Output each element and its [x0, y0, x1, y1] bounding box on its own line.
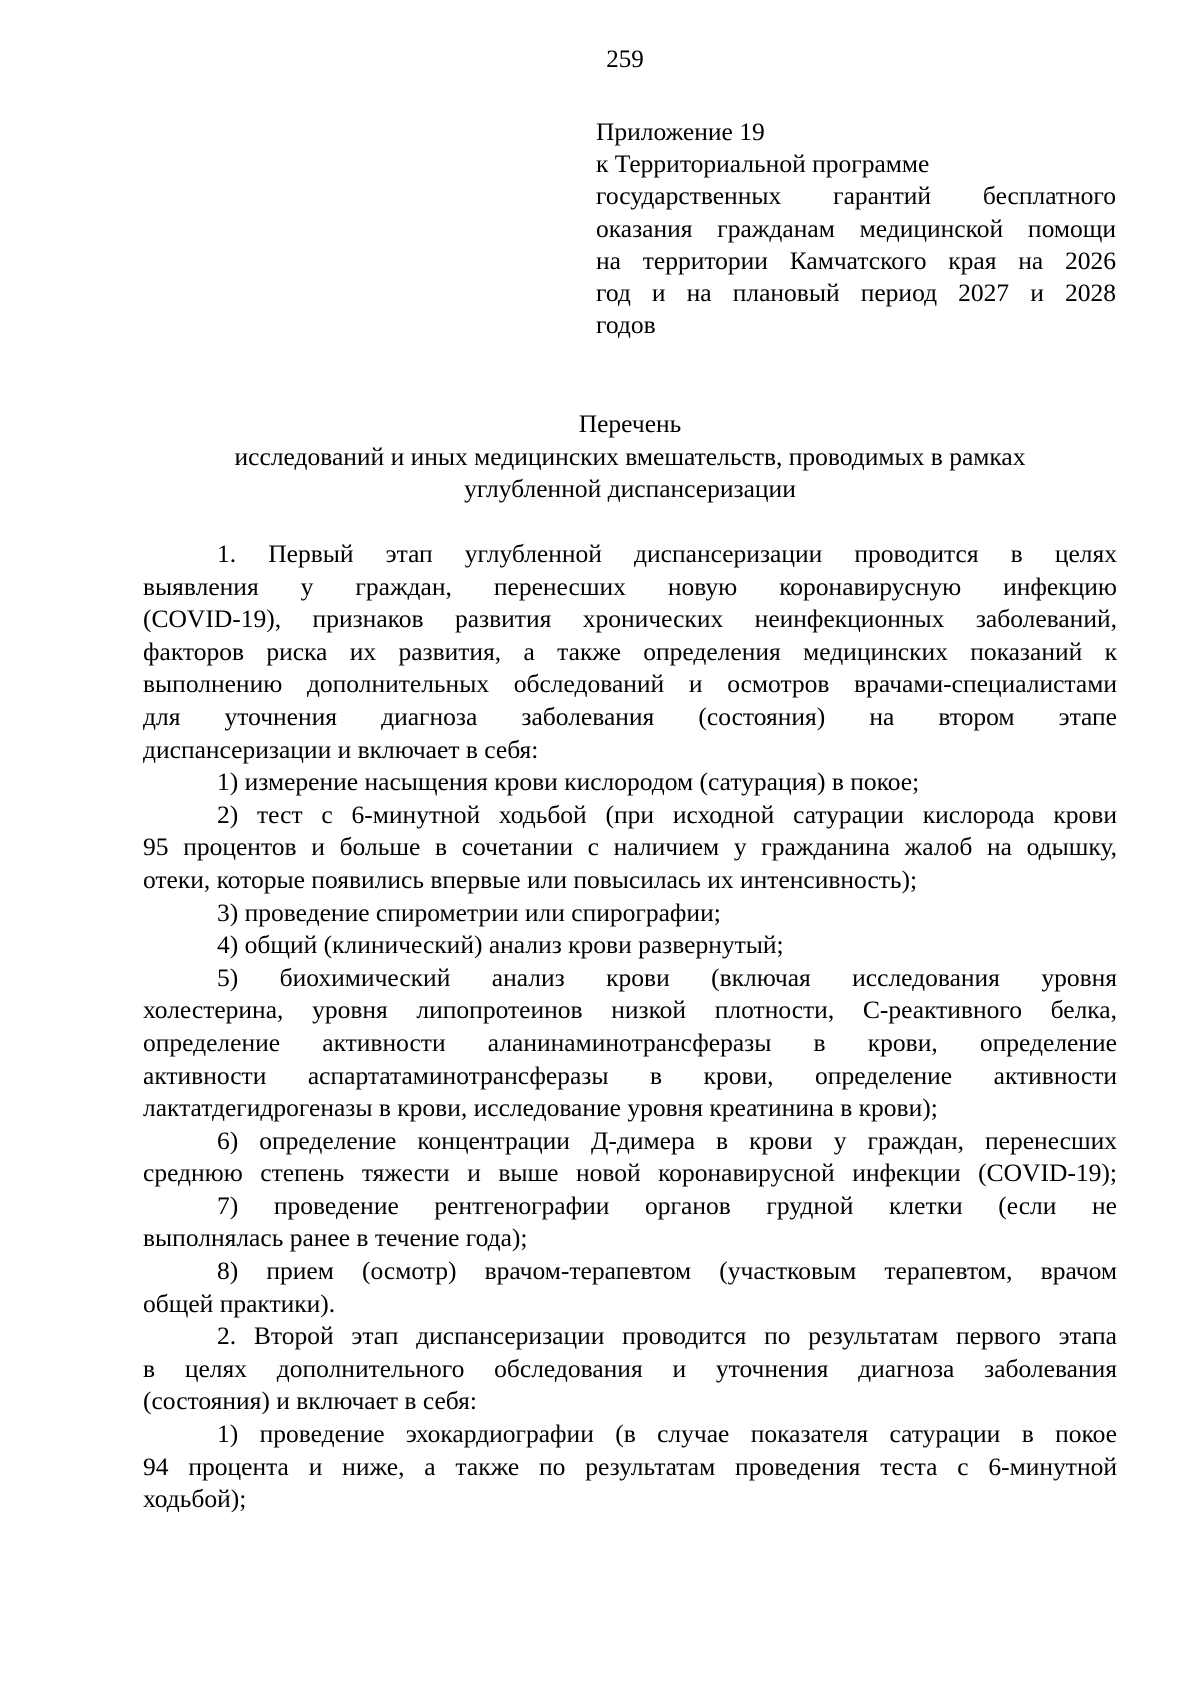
list-item-line: 6) определение концентрации Д-димера в крови у граждан, перенесших — [217, 1125, 1117, 1155]
list-item-line: 7) проведение рентгенографии органов грудной клетки (если не — [217, 1190, 1117, 1220]
list-item-line: определение активности аланинаминотрансферазы в крови, определение — [143, 1027, 1117, 1057]
title-line: Перечень — [578, 409, 682, 438]
list-item-line: 2) тест с 6-минутной ходьбой (при исходной сатурации кислорода крови — [217, 799, 1117, 829]
list-item-line: общей практики). — [143, 1288, 336, 1318]
list-item-line: 4) общий (клинический) анализ крови развернутый; — [217, 930, 784, 960]
list-item-line: 8) прием (осмотр) врачом-терапевтом (участковым терапевтом, врачом — [217, 1256, 1117, 1286]
annex-header — [596, 116, 1116, 341]
paragraph-line: выявления у граждан, перенесших новую коронавирусную инфекцию — [143, 571, 1117, 601]
paragraph-line: 2. Второй этап диспансеризации проводится по результатам первого этапа — [217, 1321, 1117, 1351]
list-item-line: 5) биохимический анализ крови (включая исследования уровня — [217, 962, 1117, 992]
annex-line: Приложение 19 — [596, 117, 765, 146]
paragraph-line: факторов риска их развития, а также определения медицинских показаний к — [143, 636, 1117, 666]
list-item-line: лактатдегидрогеназы в крови, исследование уровня креатинина в крови); — [143, 1093, 938, 1123]
paragraph-line: 1. Первый этап углубленной диспансеризации проводится в целях — [217, 539, 1117, 568]
list-item-line: 1) измерение насыщения крови кислородом (сатурация) в покое; — [217, 767, 920, 797]
paragraph-line: диспансеризации и включает в себя: — [143, 734, 539, 764]
document-body — [143, 538, 1117, 1516]
paragraph-line: в целях дополнительного обследования и уточнения диагноза заболевания — [143, 1353, 1117, 1383]
annex-line: государственных гарантий бесплатного — [596, 181, 1116, 211]
list-item-line: 95 процентов и больше в сочетании с наличием у гражданина жалоб на одышку, — [143, 832, 1117, 862]
annex-line: год и на плановый период 2027 и 2028 — [596, 278, 1116, 308]
paragraph-line: (состояния) и включает в себя: — [143, 1386, 477, 1416]
paragraph-line: выполнению дополнительных обследований и осмотров врачами-специалистами — [143, 669, 1117, 699]
annex-line: к Территориальной программе — [596, 149, 930, 179]
list-item-line: 1) проведение эхокардиографии (в случае показателя сатурации в покое — [217, 1419, 1117, 1449]
list-item-line: активности аспартатаминотрансферазы в крови, определение активности — [143, 1060, 1117, 1090]
page-number: 259 — [606, 46, 644, 73]
paragraph-line: для уточнения диагноза заболевания (состояния) на втором этапе — [143, 701, 1117, 731]
annex-line: оказания гражданам медицинской помощи — [596, 213, 1116, 243]
list-item-line: ходьбой); — [143, 1484, 247, 1514]
list-item-line: среднюю степень тяжести и выше новой коронавирусной инфекции (COVID-19); — [143, 1158, 1117, 1188]
title-line: углубленной диспансеризации — [464, 474, 796, 503]
paragraph-line: (COVID-19), признаков развития хронических неинфекционных заболеваний, — [143, 604, 1117, 634]
title-line: исследований и иных медицинских вмешательств, проводимых в рамках — [234, 441, 1026, 471]
list-item-line: выполнялась ранее в течение года); — [143, 1223, 528, 1253]
document-title — [140, 408, 1120, 506]
list-item-line: отеки, которые появились впервые или повысилась их интенсивность); — [143, 864, 918, 894]
annex-line: годов — [596, 310, 656, 340]
list-item-line: 3) проведение спирометрии или спирографии; — [217, 897, 721, 927]
annex-line: на территории Камчатского края на 2026 — [596, 245, 1116, 275]
list-item-line: холестерина, уровня липопротеинов низкой плотности, С-реактивного белка, — [143, 995, 1117, 1025]
list-item-line: 94 процента и ниже, а также по результатам проведения теста с 6-минутной — [143, 1451, 1117, 1481]
